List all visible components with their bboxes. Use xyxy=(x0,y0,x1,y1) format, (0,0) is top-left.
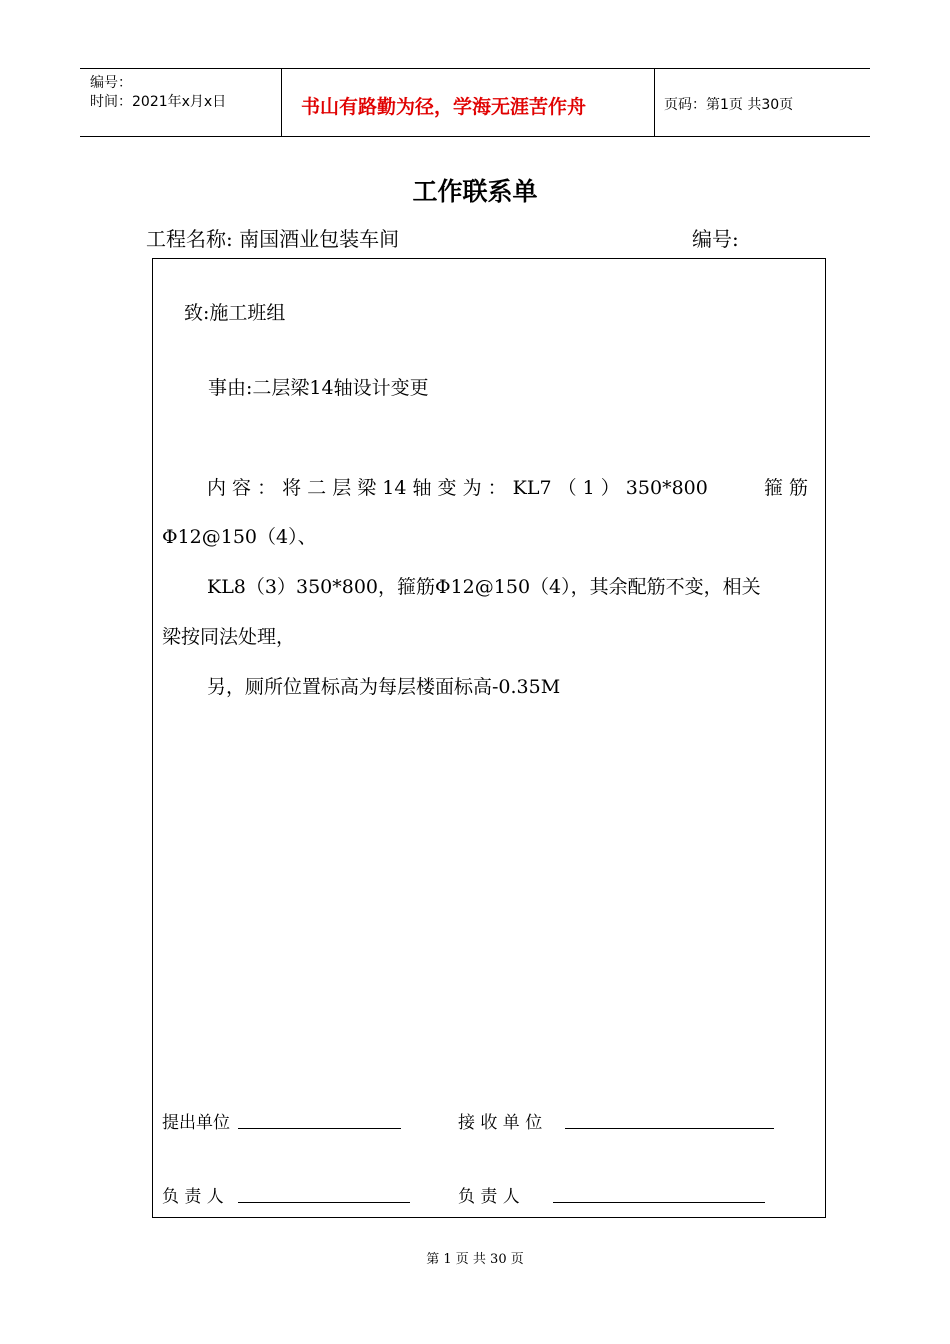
content-line-2: Φ12@150（4）、 xyxy=(162,526,317,548)
receive-unit-label: 接 收 单 位 xyxy=(458,1113,543,1133)
content-line-3: KL8（3）350*800，箍筋Φ12@150（4），其余配筋不变，相关 xyxy=(207,576,761,598)
project-name: 工程名称: 南国酒业包装车间 xyxy=(146,227,400,251)
header-time-label: 时间：2021年x月x日 xyxy=(90,94,227,110)
responsible-right-label: 负 责 人 xyxy=(458,1187,520,1207)
recipient-line: 致:施工班组 xyxy=(184,302,286,324)
responsible-left-field xyxy=(238,1202,410,1203)
content-line-5: 另，厕所位置标高为每层楼面标高-0.35M xyxy=(207,676,561,698)
content-line-4: 梁按同法处理， xyxy=(162,626,296,648)
content-line-1-end: 箍 筋 xyxy=(764,477,809,499)
submit-unit-label: 提出单位 xyxy=(162,1113,230,1133)
responsible-right-field xyxy=(553,1202,765,1203)
submit-unit-field xyxy=(238,1128,401,1129)
project-number-label: 编号: xyxy=(692,227,739,251)
responsible-left-label: 负 责 人 xyxy=(162,1187,224,1207)
content-line-1: 内 容 ： 将 二 层 梁 14 轴 变 为 ： KL7 （ 1 ） 350*800 xyxy=(207,477,708,499)
receive-unit-field xyxy=(565,1128,774,1129)
header-number-label: 编号： xyxy=(90,75,132,91)
header-motto: 书山有路勤为径，学海无涯苦作舟 xyxy=(301,96,587,118)
header-page-info: 页码：第1页 共30页 xyxy=(664,97,794,113)
header-bottom-rule xyxy=(80,136,870,137)
header-divider-right xyxy=(654,68,655,136)
header-divider-left xyxy=(281,68,282,136)
document-title: 工作联系单 xyxy=(412,177,538,206)
content-box xyxy=(152,258,826,1218)
reason-line: 事由:二层梁14轴设计变更 xyxy=(208,377,429,399)
page-footer: 第 1 页 共 30 页 xyxy=(426,1252,524,1267)
header-top-rule xyxy=(80,68,870,69)
